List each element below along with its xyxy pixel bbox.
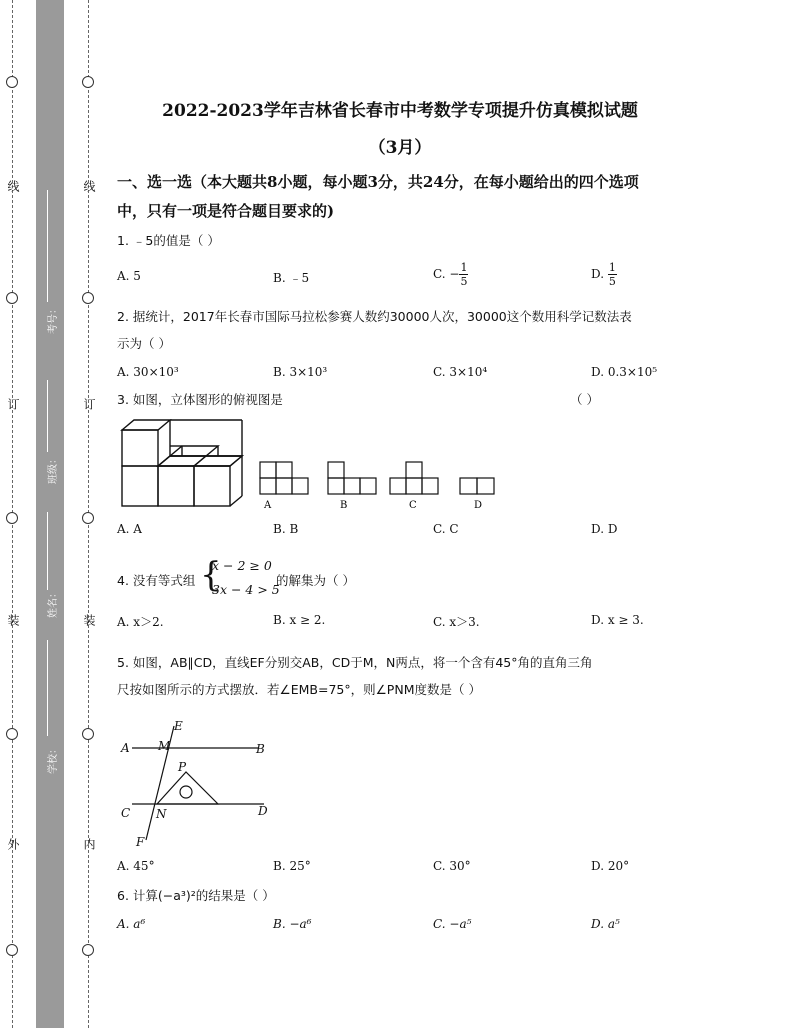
q5-option-d: D. 20° [591, 859, 630, 873]
class-label: 班级： [48, 454, 59, 484]
q3-option-a: A. A [117, 522, 142, 536]
q1-option-c [433, 261, 468, 288]
exam-number-label: 考号： [48, 304, 59, 334]
q1-option-d [591, 261, 617, 288]
binding-hole [6, 944, 18, 956]
point-b: B [256, 742, 265, 756]
q2-option-c: C. 3×10⁴ [433, 365, 488, 379]
q3-option-d: D. D [591, 522, 618, 536]
q4-inequality-2: 3x − 4 > 5 [212, 582, 280, 597]
field-line [47, 190, 48, 302]
question-1: 1. ﹣5的值是（ ） [117, 233, 220, 248]
binding-hole [6, 76, 18, 88]
q1-c-denominator: 5 [460, 275, 468, 288]
q6-option-d: D. a⁵ [591, 917, 620, 931]
question-4-prefix: 4. 没有等式组 [117, 573, 196, 588]
section-heading-line1: 一、选一选（本大题共8小题，每小题3分，共24分，在每小题给出的四个选项 [117, 173, 639, 191]
q4-inequality-1: x − 2 ≥ 0 [212, 558, 272, 573]
question-2-line1: 2. 据统计，2017年长春市国际马拉松参赛人数约30000人次，30000这个数用科学记数法表 [117, 309, 632, 324]
binding-hole [6, 512, 18, 524]
point-p: P [178, 760, 187, 774]
q1-d-prefix: D. [591, 267, 605, 281]
point-n: N [156, 807, 167, 821]
point-f: F [136, 835, 145, 849]
binding-hole [6, 728, 18, 740]
binding-bar [36, 0, 64, 1028]
q2-option-a: A. 30×10³ [117, 365, 179, 379]
question-5-line1: 5. 如图，AB∥CD，直线EF分别交AB，CD于M，N两点，将一个含有45°角的直角三角 [117, 655, 593, 670]
q6-option-a: A. a⁶ [117, 917, 146, 931]
q4-option-c: C. x＞3. [433, 615, 480, 629]
outer-char: 外 [6, 838, 20, 850]
binding-hole [82, 76, 94, 88]
q1-c-prefix: C. − [433, 267, 460, 281]
point-m: M [158, 739, 171, 753]
binding-hole [82, 292, 94, 304]
outer-char: 装 [6, 614, 20, 626]
question-5-line2: 尺按如图所示的方式摆放．若∠EMB=75°，则∠PNM度数是（ ） [117, 682, 481, 697]
section-heading-line2: 中，只有一项是符合题目要求的) [117, 202, 335, 220]
field-line [47, 640, 48, 736]
q4-option-b: B. x ≥ 2. [273, 613, 326, 627]
question-4-suffix: 的解集为（ ） [276, 573, 355, 588]
q4-option-d: D. x ≥ 3. [591, 613, 644, 627]
q1-d-numerator: 1 [608, 261, 616, 274]
q3-view-options [258, 458, 498, 514]
q2-option-b: B. 3×10³ [273, 365, 328, 379]
view-label-b: B [340, 500, 348, 511]
question-3-paren: （ ） [570, 392, 599, 407]
page-subtitle: （3月） [368, 138, 432, 158]
question-2-line2: 示为（ ） [117, 336, 171, 351]
q5-option-c: C. 30° [433, 859, 471, 873]
outer-char: 线 [6, 180, 20, 192]
q1-d-denominator: 5 [608, 275, 616, 288]
question-3: 3. 如图，立体图形的俯视图是 [117, 392, 283, 407]
binding-hole [82, 944, 94, 956]
q6-option-c: C. −a⁵ [433, 917, 472, 931]
q3-option-c: C. C [433, 522, 459, 536]
outer-char: 订 [6, 398, 20, 410]
q1-option-b: B. ﹣5 [273, 271, 310, 285]
binding-hole [82, 728, 94, 740]
binding-strip [0, 0, 100, 1028]
binding-hole [6, 292, 18, 304]
name-label: 姓名： [48, 588, 59, 618]
brace-icon: { [200, 555, 222, 595]
inner-char: 线 [82, 180, 96, 192]
q5-option-b: B. 25° [273, 859, 311, 873]
school-label: 学校： [48, 744, 59, 774]
q6-option-b: B. −a⁶ [273, 917, 312, 931]
inner-char: 内 [82, 838, 96, 850]
field-line [47, 380, 48, 452]
inner-char: 订 [82, 398, 96, 410]
q2-option-d: D. 0.3×10⁵ [591, 365, 658, 379]
point-d: D [258, 804, 268, 818]
inner-char: 装 [82, 614, 96, 626]
q5-geometry-figure [118, 716, 278, 852]
point-e: E [174, 719, 183, 733]
q1-option-a: A. 5 [117, 269, 141, 283]
binding-hole [82, 512, 94, 524]
q3-option-b: B. B [273, 522, 299, 536]
field-line [47, 512, 48, 590]
point-a: A [121, 741, 130, 755]
page-title: 2022-2023学年吉林省长春市中考数学专项提升仿真模拟试题 [162, 101, 638, 121]
view-label-a: A [264, 500, 272, 511]
q1-c-numerator: 1 [460, 261, 468, 274]
question-6: 6. 计算(−a³)²的结果是（ ） [117, 888, 275, 903]
q3-solid-figure [118, 416, 248, 512]
q4-option-a: A. x＞2. [117, 615, 164, 629]
view-label-c: C [409, 500, 417, 511]
q5-option-a: A. 45° [117, 859, 155, 873]
point-c: C [121, 806, 131, 820]
view-label-d: D [474, 500, 483, 511]
